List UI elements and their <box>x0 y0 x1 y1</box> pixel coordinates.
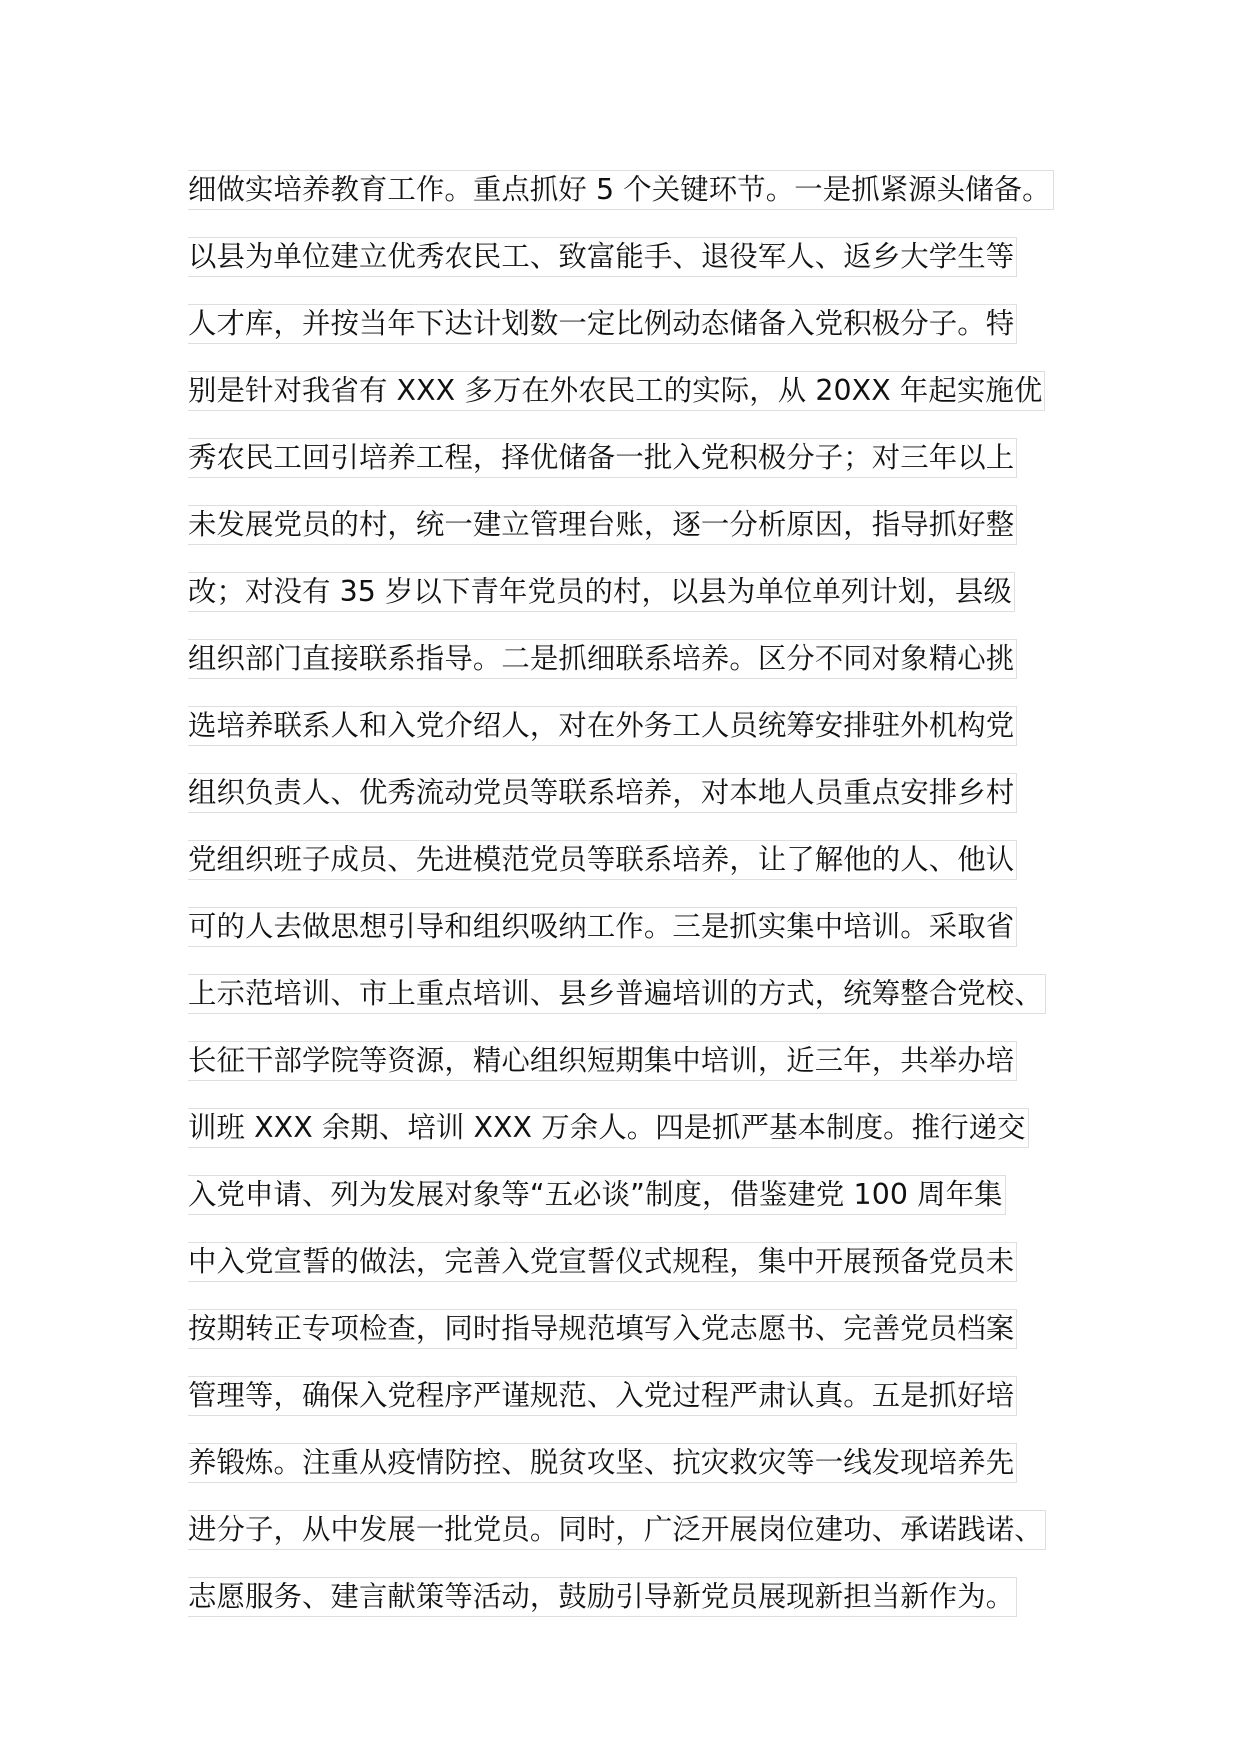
text-line: 进分子，从中发展一批党员。同时，广泛开展岗位建功、承诺践诺、 <box>188 1510 1046 1550</box>
text-line: 未发展党员的村，统一建立管理台账，逐一分析原因，指导抓好整 <box>188 505 1017 545</box>
text-line: 人才库，并按当年下达计划数一定比例动态储备入党积极分子。特 <box>188 304 1017 344</box>
text-line: 入党申请、列为发展对象等“五必谈”制度，借鉴建党 100 周年集 <box>188 1175 1006 1215</box>
text-line: 党组织班子成员、先进模范党员等联系培养，让了解他的人、他认 <box>188 840 1017 880</box>
text-line: 选培养联系人和入党介绍人，对在外务工人员统筹安排驻外机构党 <box>188 706 1017 746</box>
text-line: 上示范培训、市上重点培训、县乡普遍培训的方式，统筹整合党校、 <box>188 974 1046 1014</box>
text-line: 按期转正专项检查，同时指导规范填写入党志愿书、完善党员档案 <box>188 1309 1017 1349</box>
text-line: 秀农民工回引培养工程，择优储备一批入党积极分子；对三年以上 <box>188 438 1017 478</box>
text-line: 中入党宣誓的做法，完善入党宣誓仪式规程，集中开展预备党员未 <box>188 1242 1017 1282</box>
body-paragraph <box>188 170 1088 1644</box>
text-line: 别是针对我省有 XXX 多万在外农民工的实际，从 20XX 年起实施优 <box>188 371 1045 411</box>
text-line: 可的人去做思想引导和组织吸纳工作。三是抓实集中培训。采取省 <box>188 907 1017 947</box>
text-line: 以县为单位建立优秀农民工、致富能手、退役军人、返乡大学生等 <box>188 237 1017 277</box>
text-line: 训班 XXX 余期、培训 XXX 万余人。四是抓严基本制度。推行递交 <box>188 1108 1029 1148</box>
text-line: 细做实培养教育工作。重点抓好 5 个关键环节。一是抓紧源头储备。 <box>188 170 1054 210</box>
text-line: 组织负责人、优秀流动党员等联系培养，对本地人员重点安排乡村 <box>188 773 1017 813</box>
text-line: 长征干部学院等资源，精心组织短期集中培训，近三年，共举办培 <box>188 1041 1017 1081</box>
text-line: 养锻炼。注重从疫情防控、脱贫攻坚、抗灾救灾等一线发现培养先 <box>188 1443 1017 1483</box>
text-line: 改；对没有 35 岁以下青年党员的村，以县为单位单列计划，县级 <box>188 572 1015 612</box>
text-line: 志愿服务、建言献策等活动，鼓励引导新党员展现新担当新作为。 <box>188 1577 1017 1617</box>
text-line: 组织部门直接联系指导。二是抓细联系培养。区分不同对象精心挑 <box>188 639 1017 679</box>
text-line: 管理等，确保入党程序严谨规范、入党过程严肃认真。五是抓好培 <box>188 1376 1017 1416</box>
